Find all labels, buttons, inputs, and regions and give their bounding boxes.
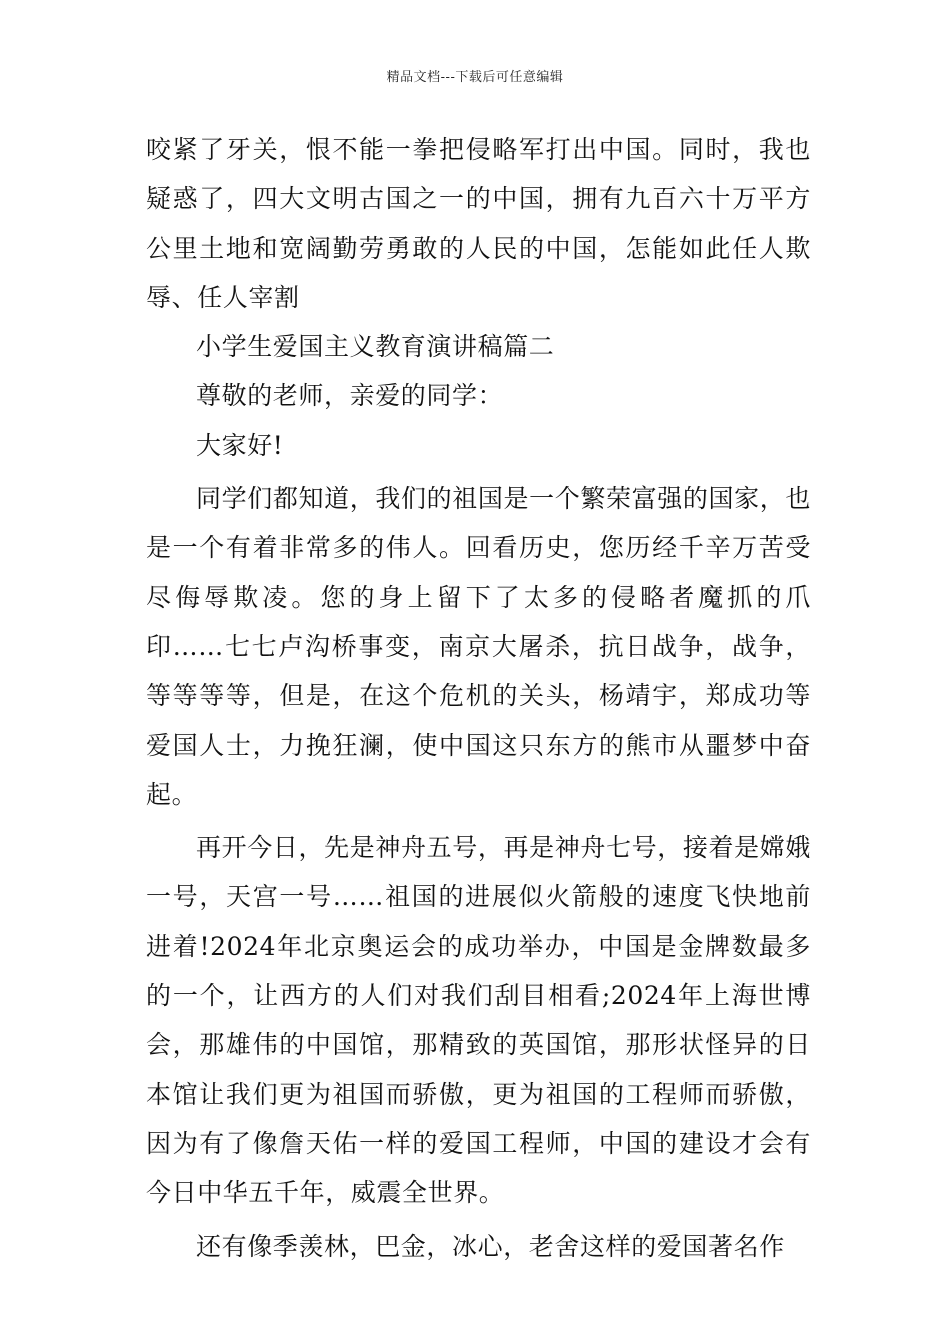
greeting: 大家好! <box>196 430 284 460</box>
page-header: 精品文档---下载后可任意编辑 <box>386 70 564 85</box>
paragraph-continuation: 咬紧了牙关，恨不能一拳把侵略军打出中国。同时，我也疑惑了，四大文明古国之一的中国，拥有九百六十万平方公里土地和宽阔勤劳勇敢的人民的中国，怎能如此任人欺辱、任人宰割 <box>146 135 811 312</box>
section-title: 小学生爱国主义教育演讲稿篇二 <box>196 332 555 362</box>
paragraph-writers: 还有像季羡林，巴金，冰心，老舍这样的爱国著名作 <box>196 1231 785 1261</box>
paragraph-today: 再开今日，先是神舟五号，再是神舟七号，接着是嫦娥一号，天宫一号……祖国的进展似火箭般的速度飞快地前进着!2024年北京奥运会的成功举办，中国是金牌数最多的一个，让西方的人们对我们刮目相看;2024年上海世博会，那雄伟的中国馆，那精致的英国馆，那形状怪异的日本馆让我们更为祖国而骄傲，更为祖国的工程师而骄傲，因为有了像詹天佑一样的爱国工程师，中国的建设才会有今日中华五千年，威震全世界。 <box>146 833 811 1208</box>
document-body <box>146 125 811 1271</box>
paragraph-history: 同学们都知道，我们的祖国是一个繁荣富强的国家，也是一个有着非常多的伟人。回看历史，您历经千辛万苦受尽侮辱欺凌。您的身上留下了太多的侵略者魔抓的爪印……七七卢沟桥事变，南京大屠杀，抗日战争，战争，等等等等，但是，在这个危机的关头，杨靖宇，郑成功等爱国人士，力挽狂澜，使中国这只东方的熊市从噩梦中奋起。 <box>146 484 811 809</box>
salutation: 尊敬的老师，亲爱的同学： <box>196 381 504 411</box>
